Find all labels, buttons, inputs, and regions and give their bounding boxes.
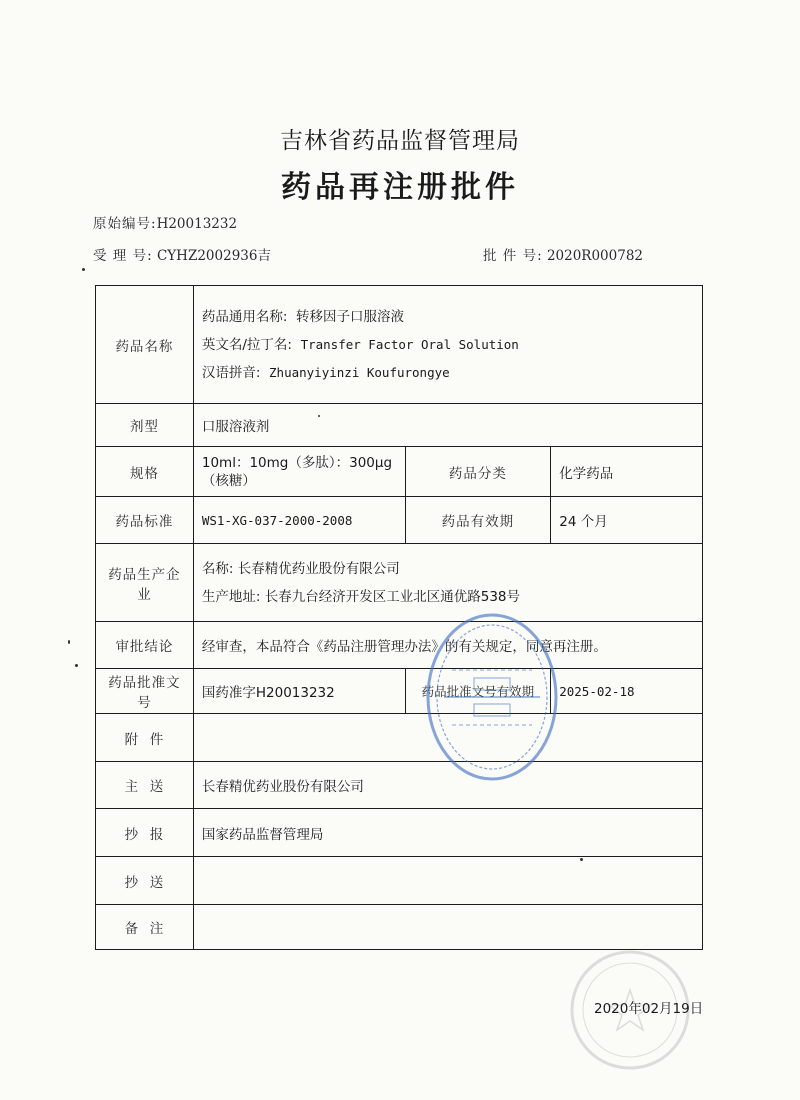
- pinyin-line: [202, 359, 694, 387]
- original-number-value: H20013232: [156, 216, 238, 232]
- row-spec: [96, 447, 703, 497]
- pinyin-value: Zhuanyiyinzi Koufurongye: [269, 364, 450, 380]
- category-value: 化学药品: [551, 447, 703, 497]
- cc-value: [193, 857, 702, 905]
- category-label: 药品分类: [405, 447, 551, 497]
- original-number: [93, 212, 237, 232]
- manufacturer-address-value: 长春九台经济开发区工业北区通优路538号: [264, 588, 521, 605]
- acceptance-number-value: CYHZ2002936吉: [156, 248, 271, 264]
- validity-label: 药品有效期: [405, 497, 551, 544]
- approval-expiry-value: 2025-02-18: [551, 669, 703, 714]
- remarks-value: [193, 905, 702, 950]
- standard-value: WS1-XG-037-2000-2008: [193, 497, 405, 544]
- manufacturer-name-value: 长春精优药业股份有限公司: [237, 560, 400, 577]
- row-remarks: [96, 905, 703, 950]
- report-to-value: 国家药品监督管理局: [193, 809, 702, 857]
- approval-number-value: 2020R000782: [546, 248, 643, 264]
- conclusion-value: 经审查，本品符合《药品注册管理办法》的有关规定，同意再注册。: [193, 622, 702, 669]
- pinyin-label: 汉语拼音:: [201, 364, 261, 381]
- main-recipient-value: 长春精优药业股份有限公司: [193, 762, 702, 809]
- row-cc: [96, 857, 703, 905]
- document-title: 药品再注册批件: [281, 170, 519, 205]
- cc-label: 抄 送: [96, 857, 194, 905]
- scan-speck: [68, 640, 70, 644]
- drug-name-cell: [193, 286, 702, 404]
- dosage-form-label: 剂型: [96, 404, 194, 447]
- spec-value: 10ml：10mg（多肽）：300μg（核糖）: [193, 447, 405, 497]
- acceptance-number: [93, 244, 271, 264]
- acceptance-number-label: 受 理 号:: [93, 248, 153, 264]
- scan-speck: [318, 415, 320, 417]
- manufacturer-name-label: 名称:: [201, 560, 234, 577]
- standard-label: 药品标准: [96, 497, 194, 544]
- attachment-value: [193, 714, 702, 762]
- approval-expiry-label: 药品批准文号有效期: [405, 669, 551, 714]
- conclusion-label: 审批结论: [96, 622, 194, 669]
- approval-doc-value: 国药准字H20013232: [193, 669, 405, 714]
- row-drug-name: [96, 286, 703, 404]
- manufacturer-address-line: [202, 583, 694, 611]
- dosage-form-value: 口服溶液剂: [193, 404, 702, 447]
- attachment-label: 附 件: [96, 714, 194, 762]
- original-number-label: 原始编号:: [93, 216, 157, 232]
- row-approval-doc: [96, 669, 703, 714]
- english-name-line: [202, 331, 694, 359]
- remarks-label: 备 注: [96, 905, 194, 950]
- manufacturer-cell: [193, 544, 702, 622]
- agency-name: 吉林省药品监督管理局: [280, 128, 520, 154]
- scan-speck: [82, 268, 85, 271]
- manufacturer-name-line: [202, 555, 694, 583]
- manufacturer-label: 药品生产企业: [96, 544, 194, 622]
- issue-date: 2020年02月19日: [594, 1001, 704, 1017]
- drug-name-label: 药品名称: [96, 286, 194, 404]
- approval-number: [483, 244, 643, 264]
- spec-label: 规格: [96, 447, 194, 497]
- row-standard: [96, 497, 703, 544]
- report-to-label: 抄 报: [96, 809, 194, 857]
- row-attachment: [96, 714, 703, 762]
- row-manufacturer: [96, 544, 703, 622]
- validity-value: 24 个月: [551, 497, 703, 544]
- row-dosage-form: [96, 404, 703, 447]
- row-main-recipient: [96, 762, 703, 809]
- generic-name-line: [202, 303, 694, 331]
- manufacturer-address-label: 生产地址:: [201, 588, 261, 605]
- approval-table: [95, 285, 703, 950]
- approval-doc-label: 药品批准文号: [96, 669, 194, 714]
- approval-number-label: 批 件 号:: [483, 248, 543, 264]
- english-name-label: 英文名/拉丁名:: [201, 336, 292, 353]
- row-conclusion: [96, 622, 703, 669]
- generic-name-label: 药品通用名称:: [201, 308, 288, 325]
- scan-speck: [580, 858, 583, 861]
- row-report-to: [96, 809, 703, 857]
- generic-name-value: 转移因子口服溶液: [296, 308, 405, 325]
- english-name-value: Transfer Factor Oral Solution: [300, 336, 519, 352]
- main-recipient-label: 主 送: [96, 762, 194, 809]
- scan-speck: [75, 664, 78, 667]
